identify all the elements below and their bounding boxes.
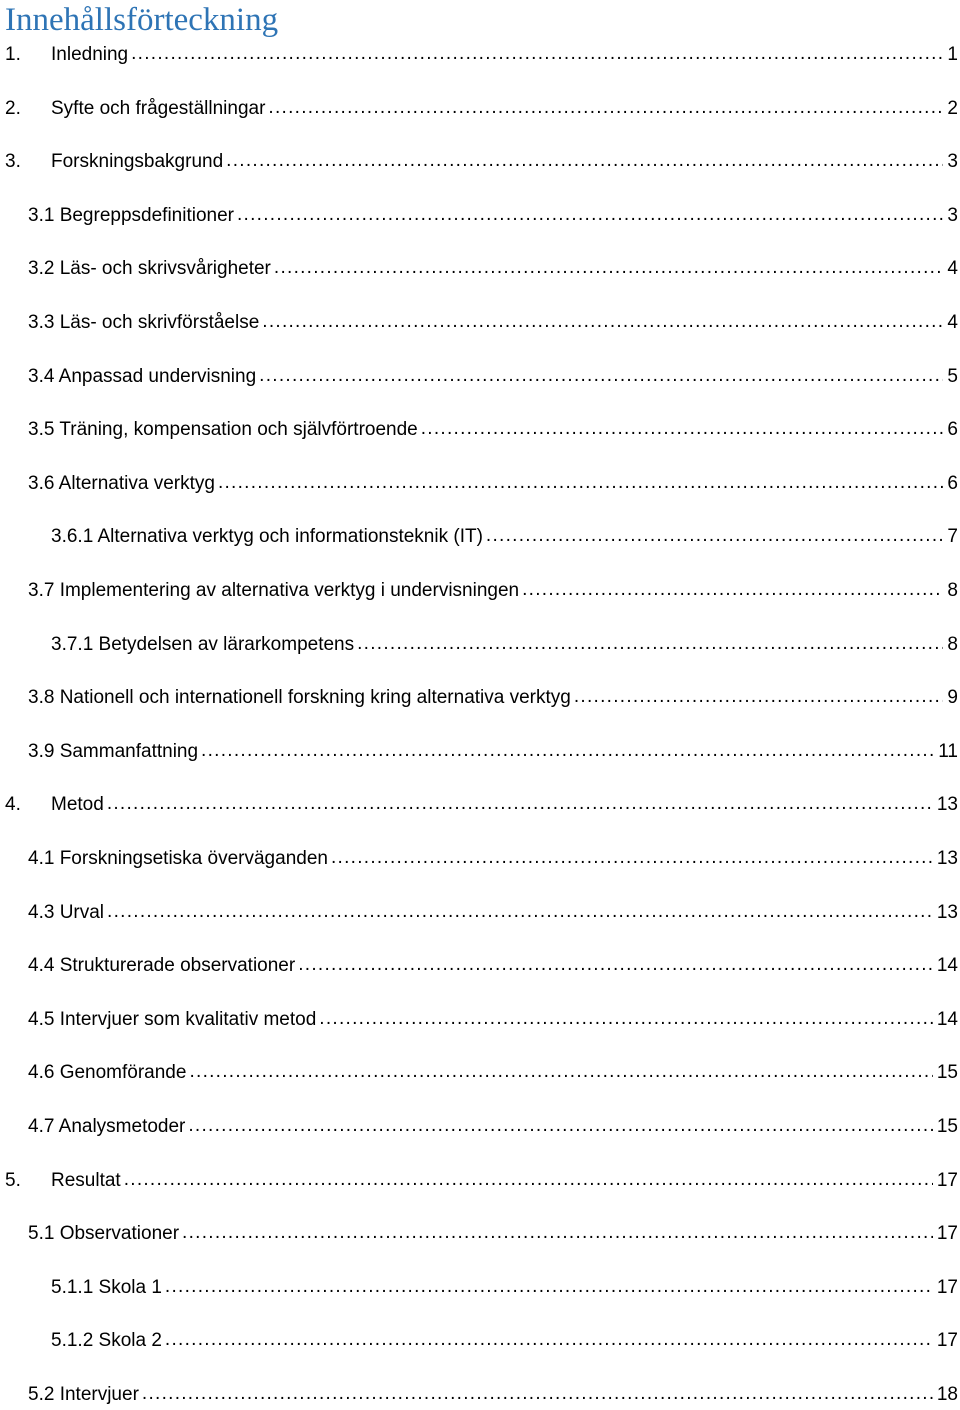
- toc-entry[interactable]: [0, 94, 960, 124]
- dot-leader: [124, 1165, 933, 1195]
- toc-entry-label: Syfte och frågeställningar: [51, 97, 266, 119]
- toc-entry-page-number: 3: [947, 151, 958, 173]
- toc-entry-page-number: 4: [947, 312, 958, 333]
- toc-entry-number: 5.: [5, 1169, 21, 1191]
- toc-entry-label: 5.2 Intervjuer: [28, 1384, 139, 1405]
- toc-entry-page-number: 17: [936, 1223, 958, 1245]
- dot-leader: [188, 1111, 932, 1141]
- toc-entry[interactable]: [0, 147, 960, 177]
- toc-entry[interactable]: [0, 522, 960, 552]
- dot-leader: [165, 1325, 933, 1355]
- toc-entry-page-number: 13: [936, 794, 958, 816]
- toc-entry-page-number: 14: [936, 1008, 958, 1030]
- toc-entry-page-number: 15: [936, 1116, 958, 1137]
- toc-entry-label: 3.2 Läs- och skrivsvårigheter: [28, 258, 271, 280]
- toc-entry[interactable]: [0, 790, 960, 820]
- toc-entry-label: Resultat: [51, 1169, 121, 1191]
- toc-entry-page-number: 8: [947, 633, 958, 655]
- toc-entry[interactable]: [0, 1058, 960, 1088]
- dot-leader: [142, 1379, 933, 1409]
- toc-entry-label: 5.1.1 Skola 1: [51, 1276, 162, 1298]
- dot-leader: [298, 950, 933, 980]
- dot-leader: [522, 575, 943, 605]
- toc-entry-page-number: 1: [947, 44, 958, 65]
- toc-entry-page-number: 18: [936, 1384, 958, 1405]
- toc-entry-page-number: 3: [947, 204, 958, 226]
- toc-entry-page-number: 7: [947, 526, 958, 548]
- toc-entry-label: 4.3 Urval: [28, 901, 105, 923]
- toc-entry-page-number: 4: [947, 258, 958, 280]
- toc-entry[interactable]: [0, 683, 960, 713]
- toc-entry[interactable]: [0, 415, 960, 445]
- toc-entry-label: 3.9 Sammanfattning: [28, 740, 199, 762]
- dot-leader: [331, 843, 933, 873]
- toc-entry[interactable]: [0, 844, 960, 874]
- toc-entry[interactable]: [0, 469, 960, 499]
- toc-entry-label: 4.4 Strukturerade observationer: [28, 955, 296, 977]
- toc-entry[interactable]: [0, 630, 960, 660]
- toc-entry-page-number: 9: [947, 687, 958, 709]
- toc-entry[interactable]: [0, 1219, 960, 1249]
- dot-leader: [259, 361, 943, 391]
- toc-entry-label: Inledning: [51, 44, 129, 65]
- toc-entry[interactable]: [0, 951, 960, 981]
- dot-leader: [201, 736, 934, 766]
- toc-entry[interactable]: [0, 737, 960, 767]
- toc-entry[interactable]: [0, 40, 960, 70]
- toc-entry-label: 4.6 Genomförande: [28, 1062, 187, 1084]
- dot-leader: [237, 200, 943, 230]
- toc-entry-label: 3.1 Begreppsdefinitioner: [28, 204, 234, 226]
- toc-entry-label: Metod: [51, 794, 104, 816]
- toc-entry-page-number: 14: [936, 955, 958, 977]
- toc-entry-number: 4.: [5, 794, 21, 816]
- dot-leader: [131, 39, 943, 69]
- dot-leader: [189, 1057, 932, 1087]
- toc-entry-page-number: 6: [947, 419, 958, 441]
- toc-entry-page-number: 13: [936, 848, 958, 869]
- toc-entry-label: 3.6.1 Alternativa verktyg och informationsteknik (IT): [51, 526, 483, 548]
- toc-entry-label: Forskningsbakgrund: [51, 151, 224, 173]
- toc-entry[interactable]: [0, 201, 960, 231]
- toc-entry[interactable]: [0, 254, 960, 284]
- dot-leader: [274, 253, 944, 283]
- dot-leader: [165, 1272, 933, 1302]
- toc-entry-page-number: 11: [938, 740, 958, 762]
- toc-entry-number: 2.: [5, 97, 21, 119]
- toc-entry-number: 1.: [5, 44, 21, 65]
- dot-leader: [182, 1218, 933, 1248]
- toc-entry-page-number: 17: [936, 1276, 958, 1298]
- toc-entry-page-number: 17: [936, 1169, 958, 1191]
- toc-entry[interactable]: [0, 1326, 960, 1356]
- toc-entry-label: 4.5 Intervjuer som kvalitativ metod: [28, 1008, 317, 1030]
- toc-entry-label: 3.4 Anpassad undervisning: [28, 365, 257, 387]
- dot-leader: [107, 897, 933, 927]
- toc-entry-page-number: 13: [936, 901, 958, 923]
- toc-entry-page-number: 17: [936, 1330, 958, 1352]
- toc-entry-label: 5.1 Observationer: [28, 1223, 180, 1245]
- toc-entry[interactable]: [0, 362, 960, 392]
- toc-entry[interactable]: [0, 1380, 960, 1410]
- dot-leader: [107, 789, 933, 819]
- dot-leader: [262, 307, 943, 337]
- toc-entry-label: 3.7.1 Betydelsen av lärarkompetens: [51, 633, 355, 655]
- dot-leader: [486, 521, 944, 551]
- toc-entry-page-number: 2: [947, 97, 958, 119]
- toc-entry-label: 4.1 Forskningsetiska överväganden: [28, 848, 328, 869]
- toc-entry-label: 4.7 Analysmetoder: [28, 1116, 186, 1137]
- toc-entry-label: 5.1.2 Skola 2: [51, 1330, 162, 1352]
- toc-entry[interactable]: [0, 1273, 960, 1303]
- toc-entry[interactable]: [0, 1166, 960, 1196]
- toc-title: Innehållsförteckning: [5, 2, 279, 38]
- toc-entry[interactable]: [0, 1005, 960, 1035]
- toc-entry-page-number: 8: [947, 580, 958, 601]
- toc-entry-page-number: 5: [947, 365, 958, 387]
- dot-leader: [268, 93, 943, 123]
- dot-leader: [357, 629, 943, 659]
- dot-leader: [574, 682, 944, 712]
- toc-entry-label: 3.3 Läs- och skrivförståelse: [28, 312, 260, 333]
- toc-entry[interactable]: [0, 308, 960, 338]
- toc-entry-number: 3.: [5, 151, 21, 173]
- toc-entry-page-number: 6: [947, 472, 958, 494]
- dot-leader: [319, 1004, 933, 1034]
- toc-entry-label: 3.6 Alternativa verktyg: [28, 472, 215, 494]
- toc-entry[interactable]: [0, 1112, 960, 1142]
- toc-entry[interactable]: [0, 576, 960, 606]
- dot-leader: [226, 146, 943, 176]
- toc-entry[interactable]: [0, 898, 960, 928]
- toc-entry-label: 3.8 Nationell och internationell forskning kring alternativa verktyg: [28, 687, 571, 709]
- dot-leader: [421, 414, 944, 444]
- toc-entry-label: 3.5 Träning, kompensation och självförtroende: [28, 419, 418, 441]
- toc-entry-label: 3.7 Implementering av alternativa verktyg i undervisningen: [28, 580, 520, 601]
- toc-entry-page-number: 15: [936, 1062, 958, 1084]
- dot-leader: [218, 468, 943, 498]
